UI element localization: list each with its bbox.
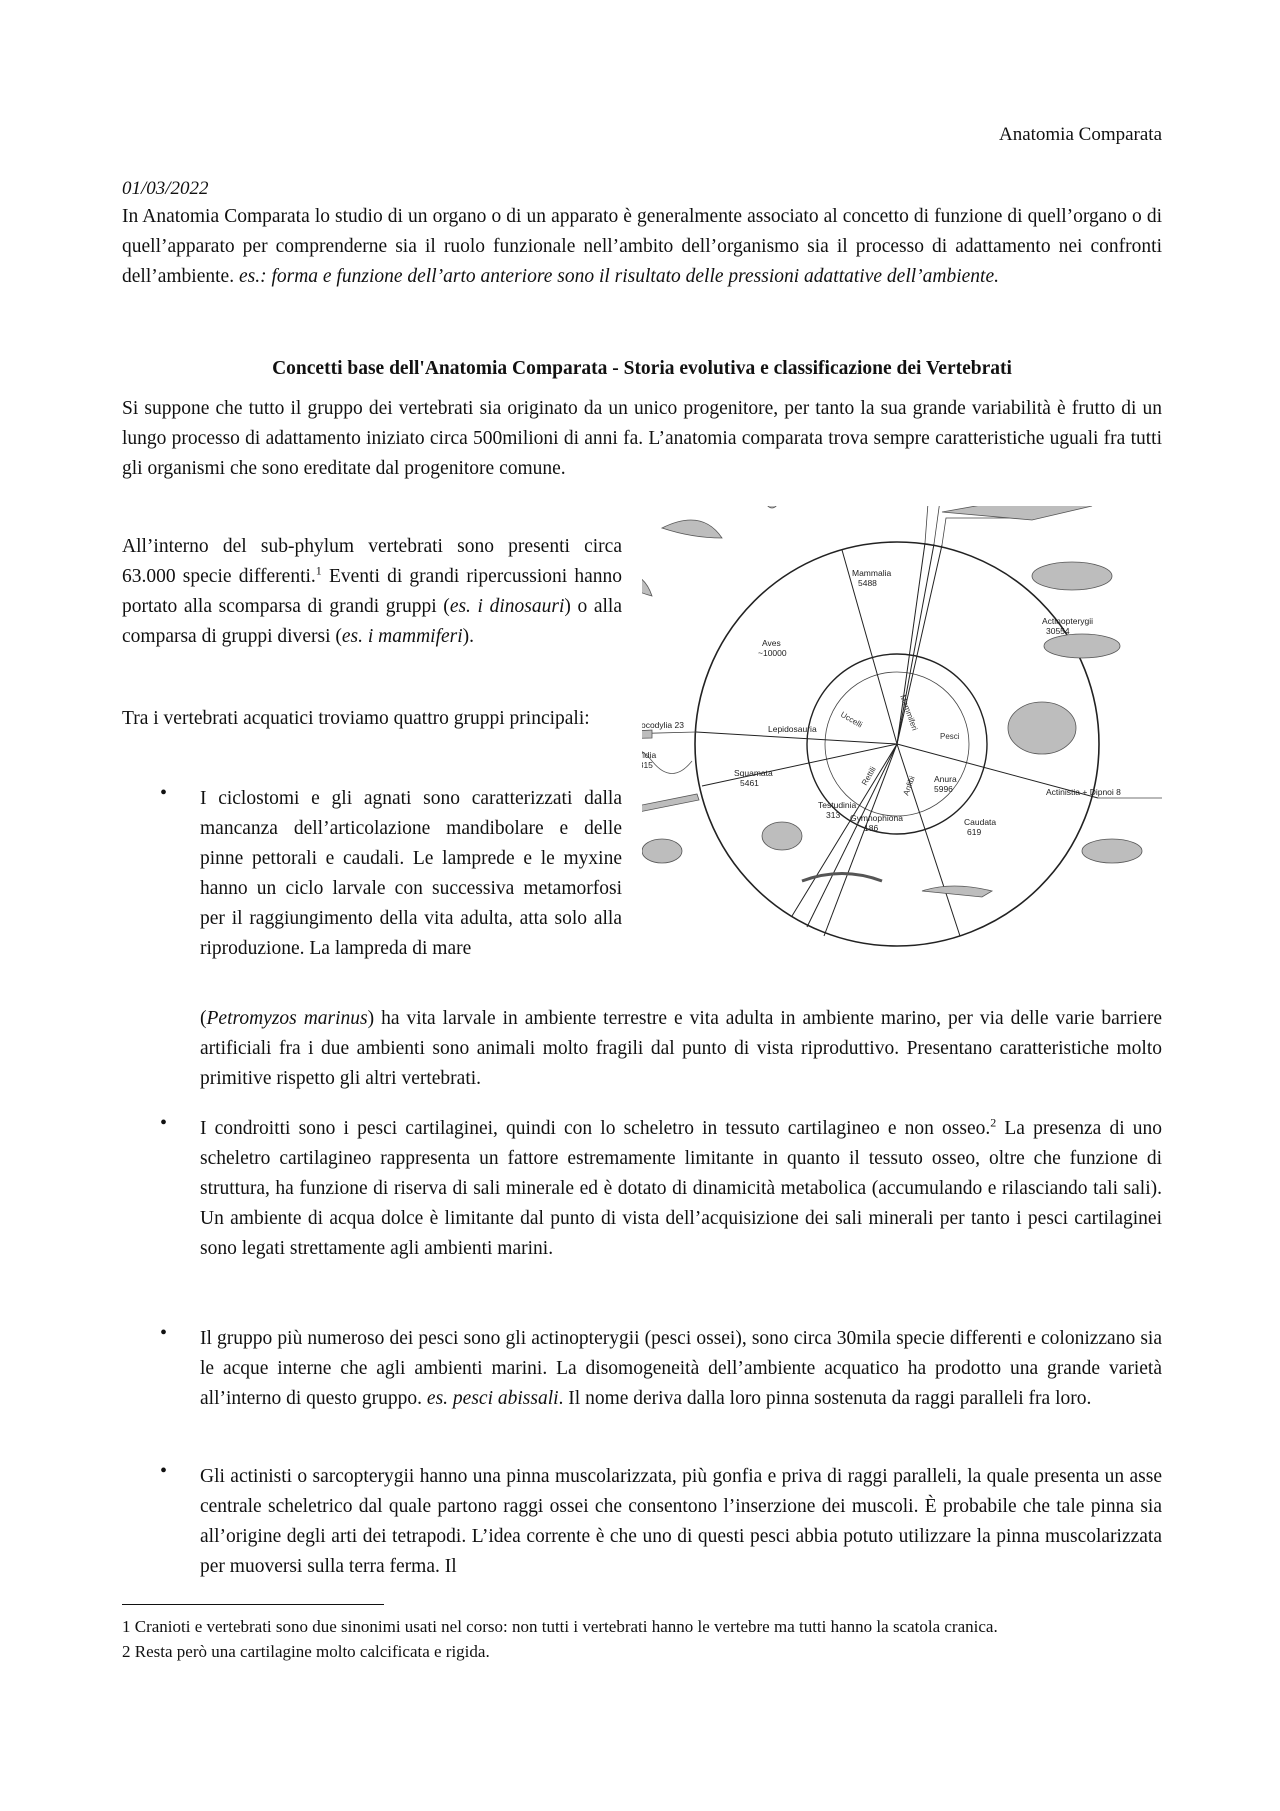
salamander-icon xyxy=(922,886,992,897)
species-example-1: es. i dinosauri xyxy=(449,596,565,617)
species-text-d: ). xyxy=(462,626,475,647)
label-aves: Aves xyxy=(762,638,781,648)
label-squamata: Squamata xyxy=(734,768,773,778)
list-item-ciclostomi: I ciclostomi e gli agnati sono caratterizzati dalla mancanza dell’articolazione mandibolare e delle pinne pettorali e caudali. Le lamprede e le myxine hanno un ciclo larvale con successiva metamorfosi per il raggiungimento della vita adulta, atta solo alla riproduzione. La lampreda di mare xyxy=(200,788,622,959)
count-testudinia: 313 xyxy=(826,810,841,820)
intro-paragraph xyxy=(122,202,1162,292)
item2-text-b: La presenza di uno scheletro cartilagineo rappresenta un fattore estremamente limitante in quanto il tessuto osseo, oltre che funzione di struttura, ha funzione di riserva di sali minerale ed è dotato di dinamicità metabolica (accumulando e rilasciando tali sali). Un ambiente di acqua dolce è limitante dal punto di vista dell’acquisizione dei sali minerali per tanto i pesci cartilaginei sono legati strettamente agli ambienti marini. xyxy=(200,1118,1162,1259)
species-text-c: ) o alla comparsa di gruppi diversi ( xyxy=(122,596,622,647)
mackerel-icon xyxy=(1044,634,1120,658)
bullet-marker: • xyxy=(160,782,168,804)
intro-example: es.: forma e funzione dell’arto anteriore sono il risultato delle pressioni adattative dell’ambiente. xyxy=(238,266,999,287)
footnote-2: 2 Resta però una cartilagine molto calcificata e rigida. xyxy=(122,1642,490,1661)
count-gymnophiona: 186 xyxy=(864,823,879,833)
species-text-a: All’interno del sub-phylum vertebrati sono presenti circa 63.000 specie differenti. xyxy=(122,536,622,587)
bullet-marker: • xyxy=(160,1460,168,1482)
label-lepidosauria: Lepidosauria xyxy=(768,724,817,734)
inner-label-mammiferi: Mammiferi xyxy=(898,693,920,732)
lecture-date: 01/03/2022 xyxy=(122,178,209,199)
count-mammalia: 5488 xyxy=(858,578,877,588)
species-name-petromyzos: Petromyzos marinus xyxy=(206,1008,368,1029)
label-caudata: Caudata xyxy=(964,817,997,827)
species-example-2: es. i mammiferi xyxy=(341,626,463,647)
count-squamata: 5461 xyxy=(740,778,759,788)
salmon-icon xyxy=(1032,562,1112,590)
list-item-sarcopterygii: Gli actinisti o sarcopterygii hanno una pinna muscolarizzata, più gonfia e priva di raggi paralleli, la quale presenta un asse centrale scheletrico dal quale partono raggi ossei che consentono l’inserzione dei muscoli. È probabile che tale pinna sia all’origine degli arti dei tetrapodi. L’idea corrente è che uno di questi pesci abbia potuto utilizzare la pinna muscolarizzata per muoversi sulla terra ferma. Il xyxy=(200,1466,1162,1577)
item2-text-a: I condroitti sono i pesci cartilaginei, quindi con lo scheletro in tessuto cartilagineo e non osseo. xyxy=(200,1118,991,1139)
label-gymnophiona: Gymnophiona xyxy=(850,813,903,823)
label-ofidia: idia xyxy=(642,750,657,760)
bird-icon xyxy=(642,574,652,597)
item1-open-paren: ( xyxy=(200,1008,207,1029)
turtle-icon xyxy=(642,839,682,863)
inner-label-uccelli: Uccelli xyxy=(839,709,864,730)
footnote-1: 1 Cranioti e vertebrati sono due sinonimi usati nel corso: non tutti i vertebrati hanno le vertebre ma tutti hanno la scatola cranica. xyxy=(122,1617,998,1636)
crocodile-icon xyxy=(642,730,652,740)
paragraph-species xyxy=(122,532,622,652)
footnote-ref-1[interactable]: 1 xyxy=(315,563,322,578)
inner-label-pesci: Pesci xyxy=(940,732,960,741)
footnote-ref-2[interactable]: 2 xyxy=(990,1115,997,1130)
count-caudata: 619 xyxy=(967,827,982,837)
inner-label-rettili: Rettili xyxy=(859,765,878,787)
item1-text-b: ) ha vita larvale in ambiente terrestre e vita adulta in ambiente marino, per via delle varie barriere artificiali fra i due ambienti sono animali molto fragili dal punto di vista riproduttivo. Presentano caratteristiche molto primitive rispetto gli altri vertebrati. xyxy=(200,1008,1162,1089)
sunfish-icon xyxy=(1008,702,1076,754)
bullet-marker: • xyxy=(160,1112,168,1134)
count-ofidia: 15 xyxy=(643,760,653,770)
item3-text-a: Il gruppo più numeroso dei pesci sono gli actinopterygii (pesci ossei), sono circa 30mila specie differenti e colonizzano sia le acque interne che agli ambienti marini. La disomogeneità dell’ambiente acquatico ha prodotto una grande varietà all’interno di questo gruppo. xyxy=(200,1328,1162,1409)
count-actinopterygii: 30554 xyxy=(1046,626,1070,636)
paragraph-origin: Si suppone che tutto il gruppo dei vertebrati sia originato da un unico progenitore, per tanto la sua grande variabilità è frutto di un lungo processo di adattamento iniziato circa 500milioni di anni fa. L’anatomia comparata trova sempre caratteristiche uguali fra tutti gli organismi che sono ereditate dal progenitore comune. xyxy=(122,398,1162,479)
label-crocodylia: ocodylia 23 xyxy=(642,720,684,730)
footnote-separator xyxy=(122,1604,384,1605)
section-title: Concetti base dell'Anatomia Comparata - Storia evolutiva e classificazione dei Vertebrati xyxy=(272,358,1012,379)
count-aves: ~10000 xyxy=(758,648,787,658)
paragraph-groups: Tra i vertebrati acquatici troviamo quattro gruppi principali: xyxy=(122,708,590,729)
intro-text: In Anatomia Comparata lo studio di un organo o di un apparato è generalmente associato al concetto di funzione di quell’organo o di quell’apparato per comprenderne sia il ruolo funzionale nell’ambito dell’organismo sia il processo di adattamento nei confronti dell’ambiente. xyxy=(122,206,1162,287)
animal-silhouettes xyxy=(642,506,1142,897)
item3-text-b: . Il nome deriva dalla loro pinna sostenuta da raggi paralleli fra loro. xyxy=(558,1388,1092,1409)
bullet-marker: • xyxy=(160,1322,168,1344)
classification-wheel-svg xyxy=(642,506,1172,976)
coelacanth-icon xyxy=(1082,839,1142,863)
list-item-ciclostomi-continued xyxy=(200,1004,1162,1094)
label-actinistia: Actinistia + Dipnoi 8 xyxy=(1046,787,1121,797)
lizard-icon xyxy=(642,794,699,812)
frog-icon xyxy=(762,822,802,850)
footnotes xyxy=(122,1614,1162,1664)
list-item-condroitti xyxy=(200,1114,1162,1264)
running-header: Anatomia Comparata xyxy=(998,124,1162,145)
eagle-icon xyxy=(662,520,722,538)
species-text-b: Eventi di grandi ripercussioni hanno portato alla scomparsa di grandi gruppi ( xyxy=(122,566,622,617)
label-mammalia: Mammalia xyxy=(852,568,892,578)
kangaroo-icon xyxy=(764,506,780,508)
count-anura: 5996 xyxy=(934,784,953,794)
label-testudinia: Testudinia xyxy=(818,800,857,810)
label-actinopterygii: Actinopterygii xyxy=(1042,616,1094,626)
inner-label-anfibi: Anfibi xyxy=(901,774,917,797)
list-item-actinopterygii xyxy=(200,1324,1162,1414)
label-anura: Anura xyxy=(934,774,957,784)
vertebrate-classification-figure xyxy=(642,506,1172,976)
item3-example: es. pesci abissali xyxy=(426,1388,559,1409)
